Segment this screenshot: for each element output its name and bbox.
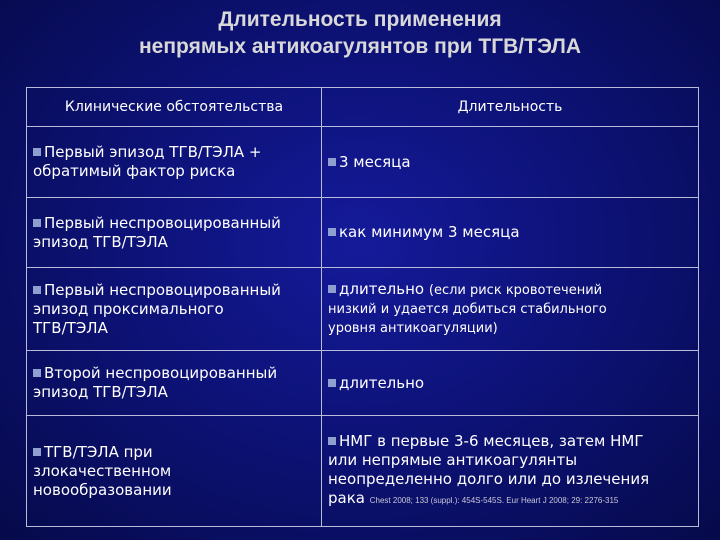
square-bullet-icon	[33, 448, 41, 456]
square-bullet-icon	[328, 285, 336, 293]
circumstance-cell: Второй неспровоцированный эпизод ТГВ/ТЭЛА	[27, 351, 322, 416]
square-bullet-icon	[33, 286, 41, 294]
table-row	[27, 198, 699, 268]
square-bullet-icon	[328, 437, 336, 445]
square-bullet-icon	[328, 228, 336, 236]
reference-citation: Chest 2008; 133 (suppl.): 454S-545S. Eur Heart J 2008; 29: 2276-315	[369, 496, 619, 505]
title-line-1: Длительность применения	[218, 8, 502, 31]
duration-cell: НМГ в первые 3-6 месяцев, затем НМГ или непрямые антикоагулянты неопределенно долго или до излечения рака Chest 2008; 133 (suppl.): 454S-545S. Eur Heart J 2008; 29: 2276-315	[322, 416, 699, 527]
square-bullet-icon	[33, 219, 41, 227]
duration-cell: длительно	[322, 351, 699, 416]
circumstance-cell: Первый неспровоцированный эпизод проксимального ТГВ/ТЭЛА	[27, 268, 322, 351]
table-row	[27, 416, 699, 527]
square-bullet-icon	[328, 379, 336, 387]
table-row	[27, 268, 699, 351]
slide-title	[0, 6, 720, 60]
square-bullet-icon	[33, 369, 41, 377]
header-circumstances: Клинические обстоятельства	[27, 88, 322, 127]
square-bullet-icon	[33, 148, 41, 156]
table-row	[27, 127, 699, 198]
circumstance-cell: ТГВ/ТЭЛА при злокачественном новообразовании	[27, 416, 322, 527]
duration-table	[26, 87, 699, 527]
duration-cell: длительно (если риск кровотечений низкий и удается добиться стабильного уровня антикоагуляции)	[322, 268, 699, 351]
table-header-row	[27, 88, 699, 127]
duration-cell: 3 месяца	[322, 127, 699, 198]
square-bullet-icon	[328, 158, 336, 166]
title-line-2: непрямых антикоагулянтов при ТГВ/ТЭЛА	[139, 35, 581, 58]
circumstance-cell: Первый неспровоцированный эпизод ТГВ/ТЭЛА	[27, 198, 322, 268]
table-row	[27, 351, 699, 416]
circumstance-cell: Первый эпизод ТГВ/ТЭЛА + обратимый фактор риска	[27, 127, 322, 198]
duration-cell: как минимум 3 месяца	[322, 198, 699, 268]
header-duration: Длительность	[322, 88, 699, 127]
